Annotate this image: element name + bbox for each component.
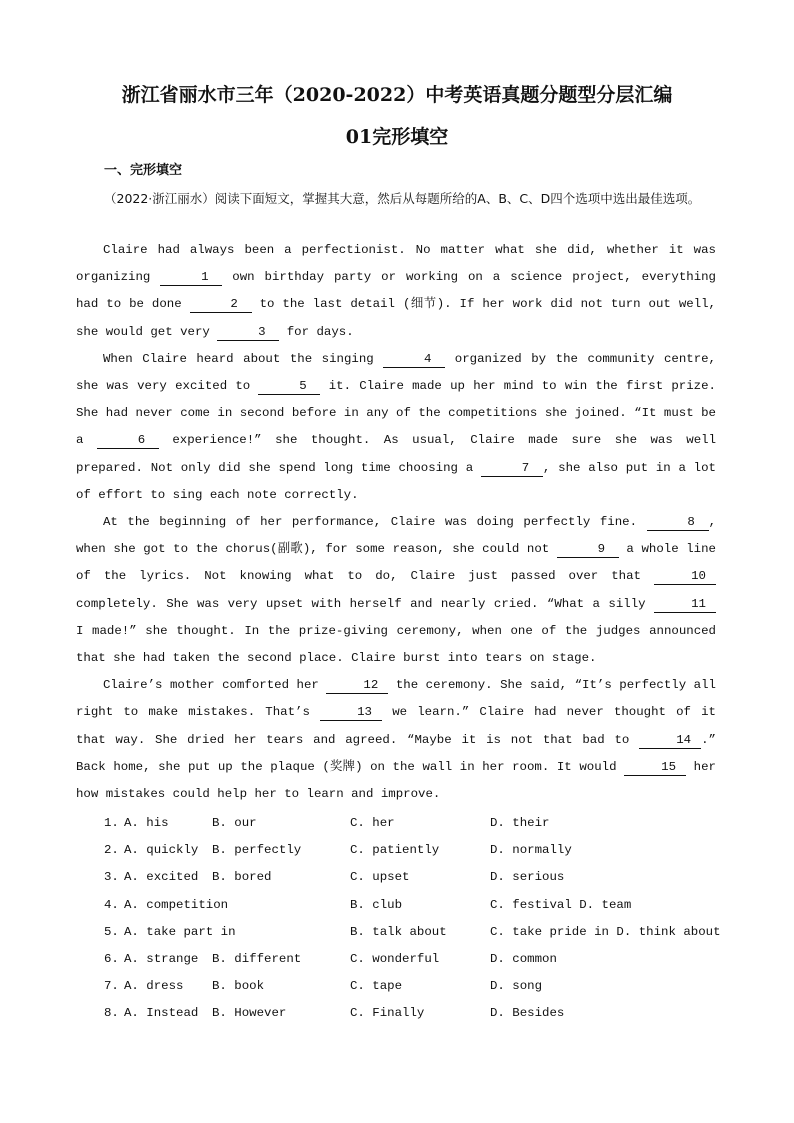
blank-11[interactable]: 11 xyxy=(654,597,716,613)
option-d[interactable]: D. their xyxy=(490,816,550,830)
passage-text: completely. She was very upset with herself and nearly cried. “What a silly xyxy=(76,596,654,611)
blank-8[interactable]: 8 xyxy=(647,515,709,531)
option-a[interactable]: A. Instead xyxy=(124,1006,199,1021)
option-a[interactable]: A. his xyxy=(124,816,169,830)
option-c[interactable]: C. her xyxy=(350,816,395,830)
passage-text: I made!” she thought. In the prize-giving ceremony, when one of the judges announced that she had taken the second place. Claire burst into tears on stage. xyxy=(76,623,716,666)
passage-text: own birthday party or working on a science project, everything had to be done xyxy=(76,270,716,312)
option-a[interactable]: A. excited xyxy=(124,870,199,885)
passage-text: experience!” she thought. As usual, Claire made sure she was well prepared. Not only did she spend long time choosing a xyxy=(76,433,716,475)
question-number: 7. xyxy=(104,979,119,994)
passage-text: Claire had always been a perfectionist. No matter what she did, whether it was organizing xyxy=(76,243,716,285)
blank-10[interactable]: 10 xyxy=(654,569,716,585)
document-title: 浙江省丽水市三年（2020-2022）中考英语真题分题型分层汇编 xyxy=(121,84,673,106)
blank-4[interactable]: 4 xyxy=(383,352,445,368)
passage-text: organized by the community centre, she was very excited to xyxy=(76,351,716,394)
question-8-options xyxy=(104,1000,724,1027)
blank-3[interactable]: 3 xyxy=(217,325,279,341)
option-d[interactable]: C. take pride in D. think about xyxy=(490,924,721,939)
passage-text: a whole line of the lyrics. Not knowing what to do, Claire just passed over that xyxy=(76,542,716,584)
question-6-options xyxy=(104,946,724,973)
blank-13[interactable]: 13 xyxy=(320,705,382,721)
blank-2[interactable]: 2 xyxy=(190,297,252,313)
blank-7[interactable]: 7 xyxy=(481,461,543,477)
blank-14[interactable]: 14 xyxy=(639,733,701,749)
option-a[interactable]: A. competition xyxy=(124,897,229,912)
passage-text: her how mistakes could help her to learn and improve. xyxy=(76,759,716,802)
option-d[interactable]: D. song xyxy=(490,979,543,994)
question-number: 3. xyxy=(104,870,119,885)
blank-6[interactable]: 6 xyxy=(97,433,159,449)
option-c[interactable]: B. club xyxy=(350,897,403,912)
option-b[interactable]: B. our xyxy=(212,816,257,830)
paragraph-4 xyxy=(76,672,716,808)
option-d[interactable]: D. common xyxy=(490,951,557,966)
option-a[interactable]: A. strange xyxy=(124,951,199,966)
passage-text: .” Back home, she put up the plaque (奖牌) on the wall in her room. It would xyxy=(76,732,716,774)
option-a[interactable]: A. take part in xyxy=(124,924,236,939)
option-c[interactable]: C. Finally xyxy=(350,1006,425,1021)
section-heading: 一、完形填空 xyxy=(104,163,183,178)
passage-text: the ceremony. She said, “It’s perfectly all right to make mistakes. That’s xyxy=(76,678,716,720)
blank-9[interactable]: 9 xyxy=(557,542,619,558)
option-b[interactable]: B. bored xyxy=(212,870,272,885)
question-number: 5. xyxy=(104,924,119,939)
option-c[interactable]: C. patiently xyxy=(350,843,440,858)
option-b[interactable]: B. book xyxy=(212,979,265,994)
option-b[interactable]: B. perfectly xyxy=(212,843,302,858)
question-2-options xyxy=(104,837,724,864)
passage-text: Claire’s mother comforted her xyxy=(103,678,327,693)
question-7-options xyxy=(104,973,724,1000)
option-c[interactable]: C. upset xyxy=(350,870,410,885)
passage-text: for days. xyxy=(279,324,354,339)
option-b[interactable]: B. different xyxy=(212,951,302,966)
option-a[interactable]: A. quickly xyxy=(124,843,199,858)
question-number: 8. xyxy=(104,1006,119,1021)
question-number: 1. xyxy=(104,816,119,830)
question-3-options xyxy=(104,864,724,891)
blank-1[interactable]: 1 xyxy=(160,270,222,286)
option-c[interactable]: C. wonderful xyxy=(350,951,440,966)
option-d[interactable]: D. Besides xyxy=(490,1006,565,1021)
blank-12[interactable]: 12 xyxy=(326,678,388,694)
option-a[interactable]: A. dress xyxy=(124,979,184,994)
option-c[interactable]: B. talk about xyxy=(350,924,447,939)
question-4-options xyxy=(104,892,724,919)
passage-text: we learn.” Claire had never thought of it that way. She dried her tears and agreed. “Maybe it is not that bad to xyxy=(76,705,716,747)
option-d[interactable]: C. festival D. team xyxy=(490,897,632,912)
instructions: （2022·浙江丽水）阅读下面短文，掌握其大意，然后从每题所给的A、B、C、D四个选项中选出最佳选项。 xyxy=(104,191,701,206)
option-d[interactable]: D. serious xyxy=(490,870,565,885)
question-number: 4. xyxy=(104,897,119,912)
blank-15[interactable]: 15 xyxy=(624,760,686,776)
document-subtitle: 01完形填空 xyxy=(345,126,449,148)
passage-text: , when she got to the chorus(副歌), for some reason, she could not xyxy=(76,515,716,557)
cloze-passage xyxy=(76,237,716,808)
paragraph-2 xyxy=(76,346,716,509)
question-5-options xyxy=(104,919,724,946)
option-b[interactable]: B. However xyxy=(212,1006,287,1021)
question-number: 6. xyxy=(104,951,119,966)
paragraph-3 xyxy=(76,509,716,672)
paragraph-1 xyxy=(76,237,716,346)
question-1-options xyxy=(104,810,724,837)
passage-text: When Claire heard about the singing xyxy=(103,351,384,366)
passage-text: , she also put in a lot of effort to sing each note correctly. xyxy=(76,460,716,502)
passage-text: to the last detail (细节). If her work did not turn out well, she would get very xyxy=(76,297,716,339)
passage-text: At the beginning of her performance, Claire was doing perfectly fine. xyxy=(103,515,647,530)
option-c[interactable]: C. tape xyxy=(350,979,403,994)
question-number: 2. xyxy=(104,843,119,858)
option-d[interactable]: D. normally xyxy=(490,843,572,858)
options-list xyxy=(104,810,724,1028)
blank-5[interactable]: 5 xyxy=(258,379,320,395)
passage-text: it. Claire made up her mind to win the first prize. She had never come in second before in any of the competitions she joined. “It must be a xyxy=(76,379,716,448)
